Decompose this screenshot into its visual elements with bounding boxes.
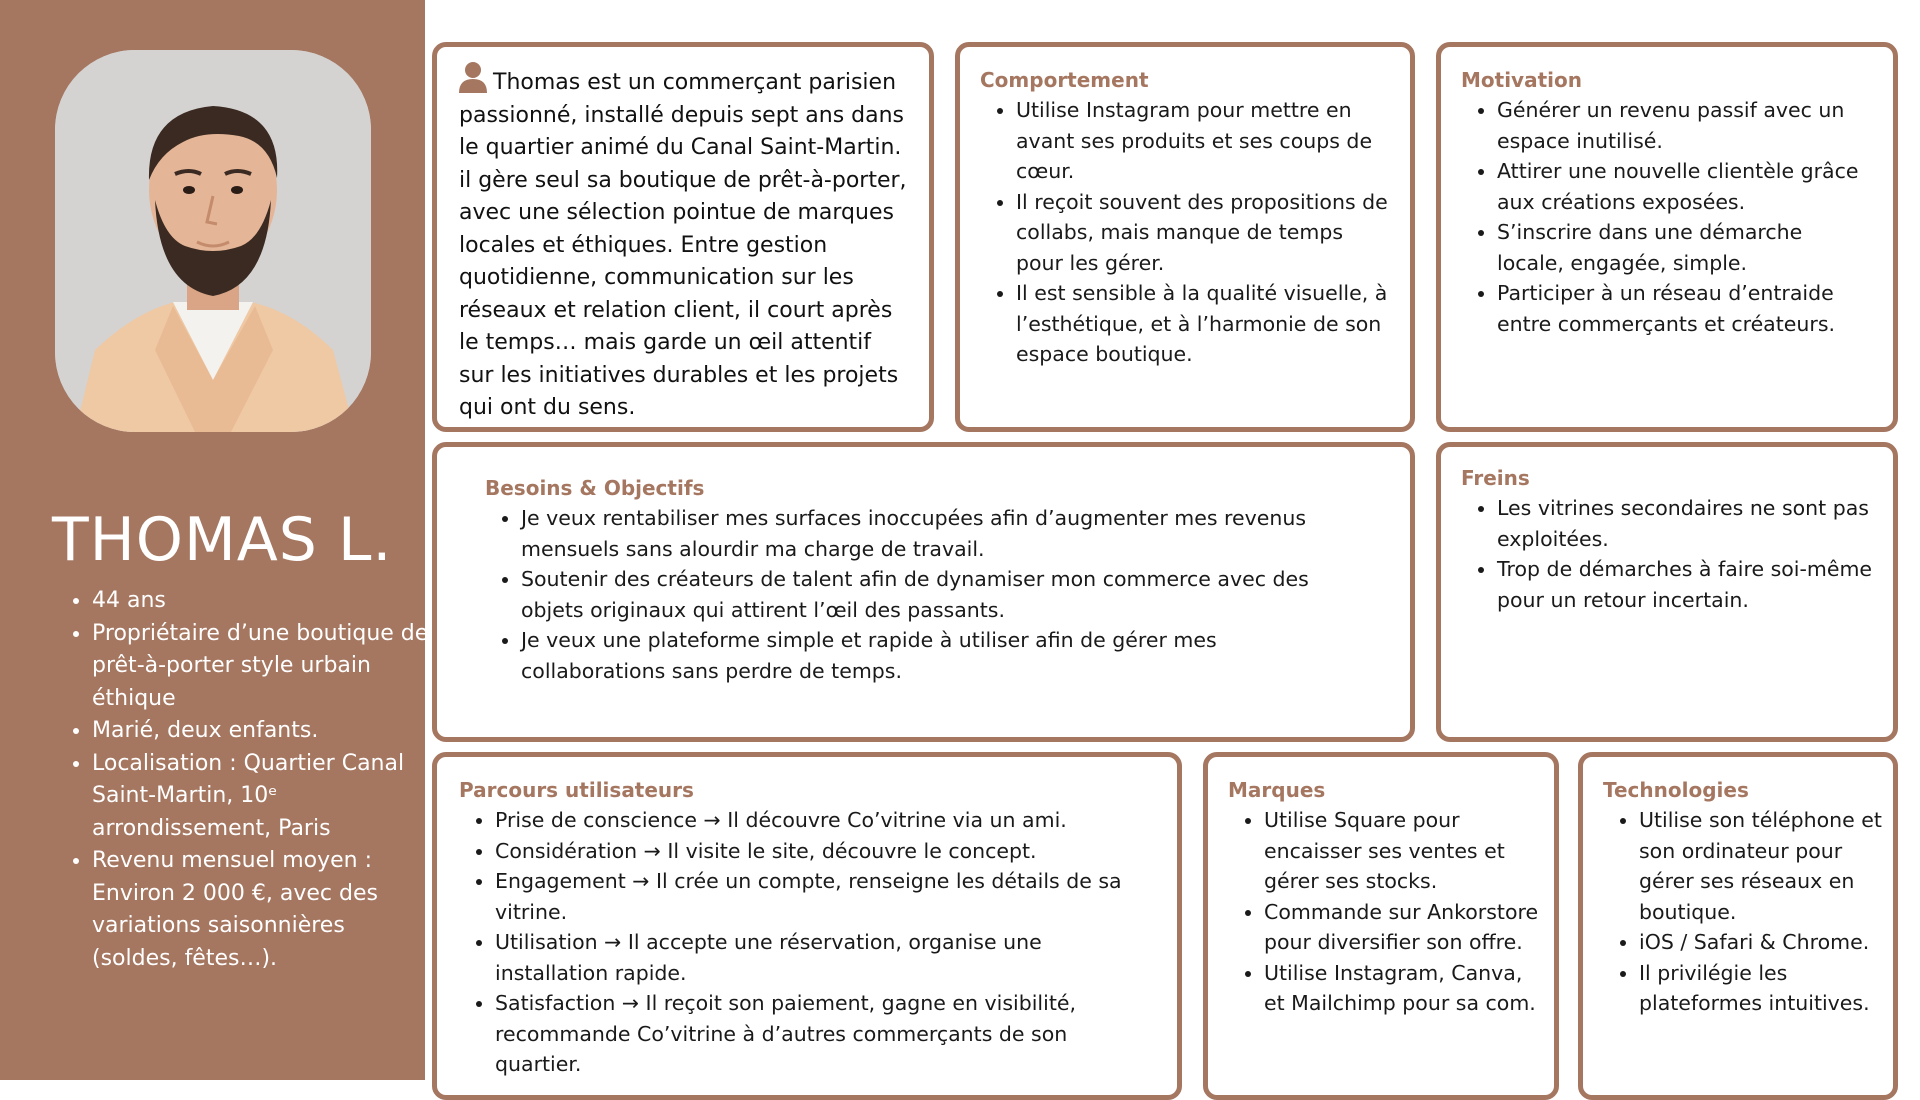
fact-item: • Marié, deux enfants. bbox=[92, 715, 432, 748]
besoins-title: Besoins & Objectifs bbox=[485, 476, 705, 500]
freins-card bbox=[1436, 442, 1898, 742]
list-item: • S’inscrire dans une démarche locale, engagée, simple. bbox=[1497, 217, 1875, 278]
parcours-list bbox=[459, 805, 1157, 1080]
persona-facts bbox=[60, 585, 432, 975]
list-item: • Utilise Instagram, Canva, et Mailchimp pour sa com. bbox=[1264, 958, 1542, 1019]
list-item: • Considération → Il visite le site, découvre le concept. bbox=[495, 836, 1157, 867]
list-item: • Je veux une plateforme simple et rapide à utiliser afin de gérer mes collaborations sans perdre de temps. bbox=[521, 625, 1350, 686]
list-item: • Générer un revenu passif avec un espace inutilisé. bbox=[1497, 95, 1875, 156]
intro-paragraph bbox=[459, 61, 909, 425]
list-item: • Je veux rentabiliser mes surfaces inoccupées afin d’augmenter mes revenus mensuels sans alourdir ma charge de travail. bbox=[521, 503, 1350, 564]
comportement-card bbox=[955, 42, 1415, 432]
comportement-title: Comportement bbox=[980, 68, 1149, 92]
list-item: • Attirer une nouvelle clientèle grâce aux créations exposées. bbox=[1497, 156, 1875, 217]
marques-card bbox=[1203, 752, 1559, 1100]
list-item: • Utilise son téléphone et son ordinateur pour gérer ses réseaux en boutique. bbox=[1639, 805, 1883, 927]
user-icon bbox=[459, 61, 487, 93]
intro-text: Thomas est un commerçant parisien passionné, installé depuis sept ans dans le quartier animé du Canal Saint-Martin. il gère seul sa boutique de prêt-à-porter, avec une sélection pointue de marques locales et éthiques. Entre gestion quotidienne, communication sur les réseaux et relation client, il court après le temps… mais garde un œil attentif sur les initiatives durables et les projets qui ont du sens. bbox=[459, 70, 907, 420]
marques-title: Marques bbox=[1228, 778, 1326, 802]
list-item: • Utilise Instagram pour mettre en avant ses produits et ses coups de cœur. bbox=[1016, 95, 1392, 187]
list-item: • Soutenir des créateurs de talent afin de dynamiser mon commerce avec des objets originaux qui attirent l’œil des passants. bbox=[521, 564, 1350, 625]
motivation-card bbox=[1436, 42, 1898, 432]
list-item: • Trop de démarches à faire soi-même pour un retour incertain. bbox=[1497, 554, 1875, 615]
technologies-title: Technologies bbox=[1603, 778, 1749, 802]
list-item: • Il reçoit souvent des propositions de collabs, mais manque de temps pour les gérer. bbox=[1016, 187, 1392, 279]
parcours-title: Parcours utilisateurs bbox=[459, 778, 694, 802]
list-item: • Utilise Square pour encaisser ses ventes et gérer ses stocks. bbox=[1264, 805, 1542, 897]
technologies-list bbox=[1603, 805, 1883, 1019]
list-item: • Engagement → Il crée un compte, renseigne les détails de sa vitrine. bbox=[495, 866, 1157, 927]
fact-item: • Revenu mensuel moyen : Environ 2 000 €, avec des variations saisonnières (soldes, fêtes…). bbox=[92, 845, 432, 975]
persona-name: THOMAS L. bbox=[52, 505, 393, 575]
freins-list bbox=[1461, 493, 1875, 615]
list-item: • Il est sensible à la qualité visuelle, à l’esthétique, et à l’harmonie de son espace boutique. bbox=[1016, 278, 1392, 370]
intro-card bbox=[432, 42, 934, 432]
motivation-list bbox=[1461, 95, 1875, 339]
motivation-title: Motivation bbox=[1461, 68, 1582, 92]
list-item: • Participer à un réseau d’entraide entre commerçants et créateurs. bbox=[1497, 278, 1875, 339]
list-item: • Commande sur Ankorstore pour diversifier son offre. bbox=[1264, 897, 1542, 958]
fact-item: • 44 ans bbox=[92, 585, 432, 618]
besoins-card bbox=[432, 442, 1415, 742]
comportement-list bbox=[980, 95, 1392, 370]
list-item: • Satisfaction → Il reçoit son paiement, gagne en visibilité, recommande Co’vitrine à d’autres commerçants de son quartier. bbox=[495, 988, 1157, 1080]
list-item: • iOS / Safari & Chrome. bbox=[1639, 927, 1883, 958]
marques-list bbox=[1228, 805, 1542, 1019]
persona-photo bbox=[55, 50, 371, 432]
freins-title: Freins bbox=[1461, 466, 1530, 490]
technologies-card bbox=[1578, 752, 1898, 1100]
list-item: • Il privilégie les plateformes intuitives. bbox=[1639, 958, 1883, 1019]
persona-sidebar bbox=[0, 0, 429, 1080]
list-item: • Prise de conscience → Il découvre Co’vitrine via un ami. bbox=[495, 805, 1157, 836]
fact-item: • Localisation : Quartier Canal Saint-Martin, 10ᵉ arrondissement, Paris bbox=[92, 748, 432, 846]
list-item: • Les vitrines secondaires ne sont pas exploitées. bbox=[1497, 493, 1875, 554]
list-item: • Utilisation → Il accepte une réservation, organise une installation rapide. bbox=[495, 927, 1157, 988]
fact-item: • Propriétaire d’une boutique de prêt-à-porter style urbain éthique bbox=[92, 618, 432, 716]
parcours-card bbox=[432, 752, 1182, 1100]
besoins-list bbox=[485, 503, 1350, 686]
avatar bbox=[55, 50, 371, 432]
